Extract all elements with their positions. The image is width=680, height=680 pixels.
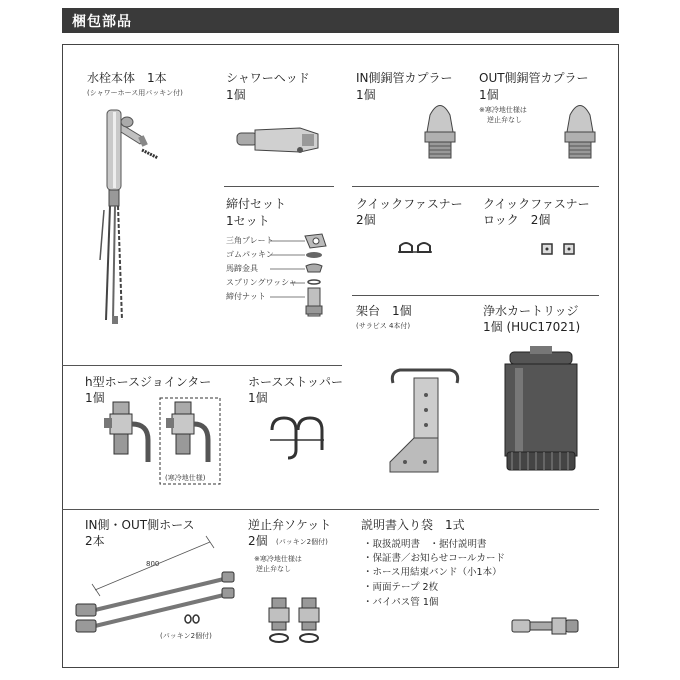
hoses-packing-note: (パッキン2個付)	[160, 632, 212, 640]
fastening-label-4: スプリングワッシャ	[226, 278, 297, 287]
faucet-note: (シャワーホース用パッキン付)	[87, 89, 183, 97]
in-coupler-name: IN側銅管カプラー	[356, 71, 453, 85]
hose-stopper-qty: 1個	[248, 391, 268, 405]
out-coupler-name: OUT側銅管カプラー	[479, 71, 589, 85]
check-valve-socket-name: 逆止弁ソケット	[248, 518, 332, 532]
quick-fastener-lock-name-1: クイックファスナー	[483, 197, 590, 211]
fastening-set-name: 締付セット	[226, 197, 287, 211]
out-coupler-note-2: 逆止弁なし	[487, 116, 522, 124]
check-valve-socket-qty: 2個	[248, 534, 268, 548]
quick-fastener-lock-name-2: ロック 2個	[483, 213, 551, 227]
stand-name: 架台 1個	[356, 304, 412, 318]
check-valve-socket-note-2: 逆止弁なし	[256, 565, 291, 573]
fastening-label-3: 馬蹄金具	[226, 264, 258, 273]
h-joint-qty: 1個	[85, 391, 105, 405]
hoses-length: 800	[146, 560, 160, 568]
in-coupler-qty: 1個	[356, 88, 376, 102]
hose-stopper-name: ホースストッパー	[248, 375, 344, 389]
h-joint-name: h型ホースジョインター	[85, 375, 212, 389]
out-coupler-qty: 1個	[479, 88, 499, 102]
fastening-label-1: 三角プレート	[226, 236, 274, 245]
quick-fastener-qty: 2個	[356, 213, 376, 227]
quick-fastener-name: クイックファスナー	[356, 197, 463, 211]
manual-bag-item-1: ・取扱説明書 ・据付説明書	[363, 539, 487, 550]
cartridge-qty: 1個 (HUC17021)	[483, 320, 581, 334]
manual-bag-name: 説明書入り袋 1式	[361, 518, 465, 532]
manual-bag-item-3: ・ホース用結束バンド（小1本）	[363, 567, 502, 578]
hoses-qty: 2本	[85, 534, 105, 548]
check-valve-socket-qty-note: (パッキン2個付)	[276, 538, 328, 546]
manual-bag-item-5: ・バイパス管 1個	[363, 597, 439, 608]
h-joint-cold-label: (寒冷地仕様)	[165, 474, 206, 482]
cartridge-name: 浄水カートリッジ	[483, 304, 579, 318]
faucet-name: 水栓本体 1本	[87, 71, 167, 85]
shower-head-qty: 1個	[226, 88, 246, 102]
fastening-label-2: ゴムパッキン	[226, 250, 274, 259]
manual-bag-item-2: ・保証書／お知らせコールカード	[363, 553, 506, 564]
stand-note: (サラビス 4本付)	[356, 322, 411, 330]
manual-bag-item-4: ・両面テープ 2枚	[363, 582, 439, 593]
hoses-name: IN側・OUT側ホース	[85, 518, 195, 532]
fastening-set-qty: 1セット	[226, 214, 270, 228]
check-valve-socket-note-1: ※寒冷地仕様は	[254, 555, 302, 563]
section-title: 梱包部品	[72, 14, 132, 30]
out-coupler-note-1: ※寒冷地仕様は	[479, 106, 527, 114]
fastening-label-5: 締付ナット	[226, 292, 266, 301]
shower-head-name: シャワーヘッド	[226, 71, 310, 85]
